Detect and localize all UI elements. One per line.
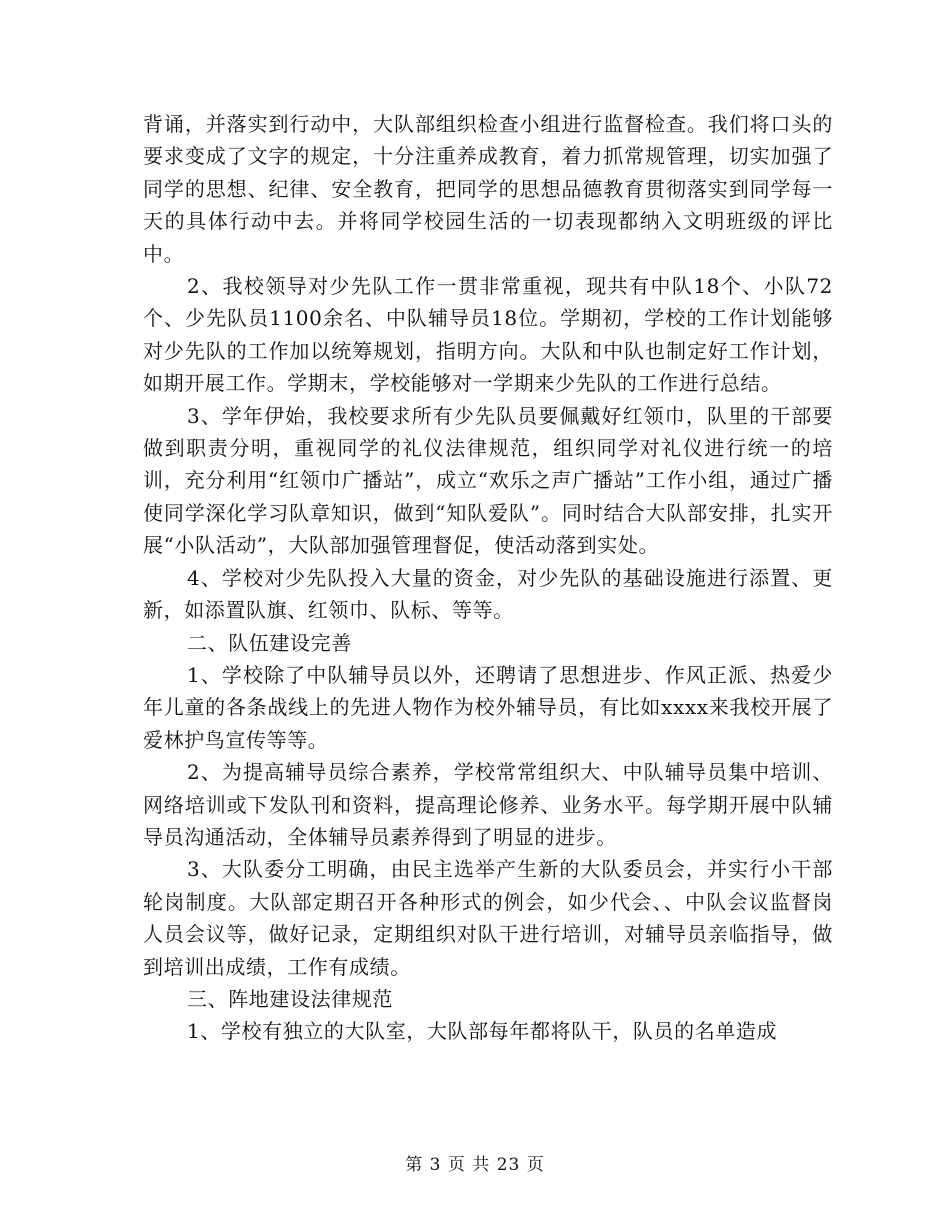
page-body (143, 108, 833, 1048)
paragraph-team-3: 3、大队委分工明确，由民主选举产生新的大队委员会，并实行小干部轮岗制度。大队部定期召开各种形式的例会，如少代会、、中队会议监督岗人员会议等，做好记录，定期组织对队干进行培训，对辅导员亲临指导，做到培训出成绩，工作有成绩。 (143, 857, 833, 979)
paragraph-team-1: 1、学校除了中队辅导员以外，还聘请了思想进步、作风正派、热爱少年儿童的各条战线上的先进人物作为校外辅导员，有比如xxxx来我校开展了爱林护鸟宣传等等。 (143, 662, 833, 752)
paragraph-position-1: 1、学校有独立的大队室，大队部每年都将队干，队员的名单造成 (187, 1019, 778, 1044)
paragraph-continuation: 背诵，并落实到行动中，大队部组织检查小组进行监督检查。我们将口头的要求变成了文字的规定，十分注重养成教育，着力抓常规管理，切实加强了同学的思想、纪律、安全教育，把同学的思想品德教育贯彻落实到同学每一天的具体行动中去。并将同学校园生活的一切表现都纳入文明班级的评比中。 (143, 112, 833, 266)
paragraph-item-4: 4、学校对少先队投入大量的资金，对少先队的基础设施进行添置、更新，如添置队旗、红领巾、队标、等等。 (143, 565, 833, 623)
paragraph-item-3: 3、学年伊始，我校要求所有少先队员要佩戴好红领巾，队里的干部要做到职责分明，重视同学的礼仪法律规范，组织同学对礼仪进行统一的培训，充分利用“红领巾广播站”，成立“欢乐之声广播站”工作小组，通过广播使同学深化学习队章知识，做到“知队爱队”。同时结合大队部安排，扎实开展“小队活动”，大队部加强管理督促，使活动落到实处。 (143, 403, 833, 558)
paragraph-item-2: 2、我校领导对少先队工作一贯非常重视，现共有中队18个、小队72个、少先队员1100余名、中队辅导员18位。学期初，学校的工作计划能够对少先队的工作加以统筹规划，指明方向。大队和中队也制定好工作计划，如期开展工作。学期末，学校能够对一学期来少先队的工作进行总结。 (143, 274, 833, 396)
section-heading-position-building: 三、阵地建设法律规范 (187, 986, 393, 1011)
page-number-footer: 第 3 页 共 23 页 (405, 1155, 545, 1175)
section-heading-team-building: 二、队伍建设完善 (187, 630, 352, 655)
paragraph-team-2: 2、为提高辅导员综合素养，学校常常组织大、中队辅导员集中培训、网络培训或下发队刊和资料，提高理论修养、业务水平。每学期开展中队辅导员沟通活动，全体辅导员素养得到了明显的进步。 (143, 760, 833, 849)
